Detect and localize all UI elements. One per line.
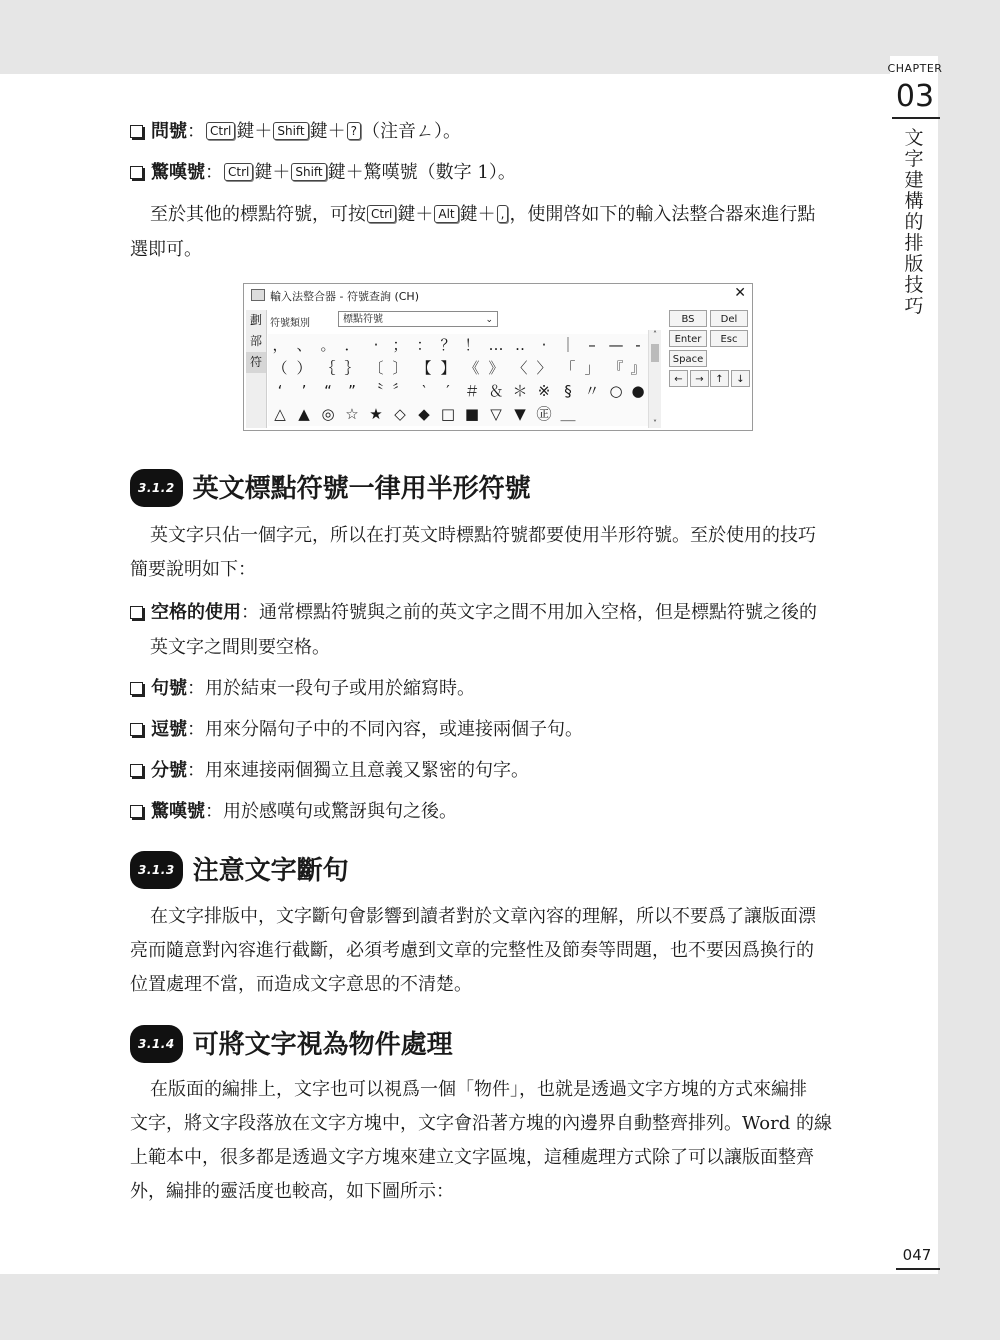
symbol-cell[interactable]: 〉	[536, 359, 552, 377]
paragraph-line: 位置處理不當，而造成文字意思的不清楚。	[130, 974, 472, 995]
symbol-cell[interactable]: ‘	[277, 382, 283, 400]
symbol-cell[interactable]: 《	[464, 359, 480, 377]
symbol-cell[interactable]: ＆	[488, 382, 504, 400]
key-shift: Shift	[273, 122, 308, 140]
symbol-cell[interactable]: ，	[272, 336, 288, 354]
symbol-cell[interactable]: ◇	[394, 405, 406, 423]
symbol-cell[interactable]: 」	[584, 359, 600, 377]
key-del-button[interactable]: Del	[710, 310, 748, 327]
symbol-cell[interactable]: □	[440, 405, 456, 423]
key-bs-button[interactable]: BS	[669, 310, 707, 327]
bullet-question: 問號： Ctrl 鍵＋ Shift 鍵＋ ? （注音ㄥ）。	[130, 120, 461, 144]
checkbox-bullet-icon	[130, 764, 143, 777]
symbol-cell[interactable]: 〞	[392, 382, 408, 400]
key-alt: Alt	[434, 205, 458, 223]
symbol-cell[interactable]: ”	[348, 382, 356, 400]
ime-app-icon	[251, 289, 265, 301]
symbol-cell[interactable]: ＃	[464, 382, 480, 400]
symbol-cell[interactable]: ●	[631, 382, 645, 400]
paragraph-others-cont: 選即可。	[130, 239, 202, 260]
symbol-cell[interactable]: ·	[541, 336, 547, 354]
symbol-cell[interactable]: ※	[537, 382, 551, 400]
symbol-cell[interactable]: △	[274, 405, 286, 423]
symbol-cell[interactable]: 、	[296, 336, 312, 354]
key-ctrl: Ctrl	[224, 163, 253, 181]
symbol-cell[interactable]: ；	[392, 336, 408, 354]
scroll-up-icon[interactable]: ˄	[653, 330, 657, 339]
key-ctrl: Ctrl	[367, 205, 396, 223]
side-tab-symbol[interactable]: 符	[246, 352, 266, 373]
page-number: 047	[902, 1246, 932, 1264]
symbol-cell[interactable]: ☆	[345, 405, 359, 423]
chapter-divider	[892, 117, 940, 119]
bullet-space-usage-cont: 英文字之間則要空格。	[150, 637, 330, 658]
bullet-exclamation-usage: 驚嘆號：用於感嘆句或驚訝與句之後。	[130, 800, 457, 824]
section-badge: 3.1.3	[130, 851, 183, 889]
category-select[interactable]: 標點符號 ⌄	[338, 311, 498, 327]
paragraph-others: 至於其他的標點符號，可按 Ctrl 鍵＋ Alt 鍵＋ , ，使開啓如下的輸入法整合器來進行點	[150, 204, 816, 225]
key-space-button[interactable]: Space	[669, 350, 707, 367]
paragraph-line: 在文字排版中，文字斷句會影響到讀者對於文章內容的理解，所以不要爲了讓版面漂	[150, 906, 816, 927]
symbol-cell[interactable]: 】	[440, 359, 456, 377]
side-tab-radical[interactable]: 部	[249, 334, 262, 348]
symbol-cell[interactable]: （	[272, 359, 288, 377]
symbol-cell[interactable]: ｛	[320, 359, 336, 377]
symbol-scrollbar[interactable]	[648, 330, 661, 428]
symbol-cell[interactable]: ＊	[512, 382, 528, 400]
symbol-cell[interactable]: 〔	[368, 359, 384, 377]
vertical-chapter-title: 文 字 建 構 的 排 版 技 巧	[904, 127, 924, 317]
section-heading-3-1-4: 3.1.4 可將文字視為物件處理	[130, 1028, 453, 1068]
symbol-cell[interactable]: 【	[416, 359, 432, 377]
chapter-number: 03	[895, 79, 935, 114]
arrow-down-icon[interactable]: ↓	[731, 370, 750, 387]
scroll-down-icon[interactable]: ˅	[653, 419, 657, 428]
symbol-cell[interactable]: §	[564, 382, 572, 400]
bullet-space-usage: 空格的使用：通常標點符號與之前的英文字之間不用加入空格，但是標點符號之後的	[130, 601, 817, 625]
symbol-row	[268, 403, 648, 425]
paragraph-line: 外，編排的靈活度也較高，如下圖所示：	[130, 1181, 454, 1202]
symbol-cell[interactable]: ’	[301, 382, 307, 400]
chapter-label: CHAPTER	[887, 62, 943, 75]
key-enter-button[interactable]: Enter	[669, 330, 707, 347]
symbol-cell[interactable]: ！	[464, 336, 480, 354]
symbol-cell[interactable]: ‧	[373, 336, 379, 354]
key-ctrl: Ctrl	[206, 122, 235, 140]
side-tab-stroke[interactable]: 劃	[249, 313, 262, 327]
checkbox-bullet-icon	[130, 606, 143, 619]
symbol-cell[interactable]: 〃	[584, 382, 600, 400]
symbol-cell[interactable]: ‵	[422, 382, 426, 400]
dialog-side-tabs	[246, 310, 267, 428]
symbol-cell[interactable]: ㊣	[536, 405, 552, 423]
symbol-cell[interactable]: ？	[440, 336, 456, 354]
symbol-cell[interactable]: ）	[296, 359, 312, 377]
symbol-cell[interactable]: ▽	[490, 405, 502, 423]
symbol-row	[268, 380, 648, 402]
ime-symbol-dialog	[243, 283, 753, 431]
symbol-cell[interactable]: 〕	[392, 359, 408, 377]
key-shift: Shift	[291, 163, 326, 181]
symbol-cell[interactable]: 「	[560, 359, 576, 377]
key-question: ?	[347, 122, 361, 140]
symbol-cell[interactable]: ‥	[514, 336, 525, 354]
symbol-cell[interactable]: 『	[608, 359, 624, 377]
symbol-cell[interactable]: ★	[369, 405, 383, 423]
bullet-comma: 逗號：用來分隔句子中的不同內容，或連接兩個子句。	[130, 718, 583, 742]
section-badge: 3.1.4	[130, 1025, 183, 1063]
paragraph-line: 在版面的編排上，文字也可以視爲一個「物件」，也就是透過文字方塊的方式來編排	[150, 1079, 807, 1100]
chevron-down-icon: ⌄	[485, 315, 493, 325]
symbol-cell[interactable]: ｜	[560, 336, 576, 354]
symbol-cell[interactable]: 。	[320, 336, 336, 354]
section-heading-3-1-3: 3.1.3 注意文字斷句	[130, 854, 349, 894]
key-esc-button[interactable]: Esc	[710, 330, 748, 347]
symbol-cell[interactable]: …	[488, 336, 504, 354]
symbol-cell[interactable]: ′	[446, 382, 450, 400]
symbol-cell[interactable]: ◆	[418, 405, 430, 423]
symbol-cell[interactable]: ｝	[344, 359, 360, 377]
arrow-up-icon[interactable]: ↑	[710, 370, 729, 387]
symbol-cell[interactable]: —	[608, 336, 624, 354]
page-number-underline	[896, 1268, 940, 1270]
symbol-cell[interactable]: “	[324, 382, 332, 400]
symbol-cell[interactable]: ▼	[514, 405, 526, 423]
arrow-left-icon[interactable]: ←	[669, 370, 688, 387]
paragraph-line: 簡要說明如下：	[130, 559, 256, 580]
category-label: 符號類別	[270, 318, 310, 329]
symbol-row	[268, 357, 648, 379]
checkbox-bullet-icon	[130, 125, 143, 138]
paragraph-line: 英文字只佔一個字元，所以在打英文時標點符號都要使用半形符號。至於使用的技巧	[150, 525, 816, 546]
bullet-exclamation: 驚嘆號： Ctrl 鍵＋ Shift 鍵＋驚嘆號（數字 1）。	[130, 161, 516, 185]
checkbox-bullet-icon	[130, 805, 143, 818]
symbol-row	[268, 334, 648, 356]
symbol-cell[interactable]: 』	[630, 359, 646, 377]
paragraph-line: 文字，將文字段落放在文字方塊中，文字會沿著方塊的內邊界自動整齊排列。Word 的線	[130, 1113, 832, 1134]
bullet-semicolon: 分號：用來連接兩個獨立且意義又緊密的句字。	[130, 759, 529, 783]
symbol-cell[interactable]: ．	[344, 336, 360, 354]
symbol-cell[interactable]: 〈	[512, 359, 528, 377]
paragraph-line: 亮而隨意對內容進行截斷，必須考慮到文章的完整性及節奏等問題，也不要因爲換行的	[130, 940, 814, 961]
section-heading-3-1-2: 3.1.2 英文標點符號一律用半形符號	[130, 472, 531, 512]
close-icon[interactable]: ✕	[734, 285, 746, 301]
arrow-right-icon[interactable]: →	[690, 370, 709, 387]
checkbox-bullet-icon	[130, 166, 143, 179]
checkbox-bullet-icon	[130, 723, 143, 736]
symbol-grid	[268, 334, 648, 426]
key-comma: ,	[497, 205, 509, 223]
section-badge: 3.1.2	[130, 469, 183, 507]
scroll-thumb[interactable]	[651, 344, 659, 362]
symbol-cell[interactable]: ▲	[298, 405, 310, 423]
symbol-cell[interactable]: ■	[464, 405, 480, 423]
checkbox-bullet-icon	[130, 682, 143, 695]
symbol-cell[interactable]: ＿	[560, 405, 576, 423]
symbol-cell[interactable]: ◎	[321, 405, 335, 423]
paragraph-line: 上範本中，很多都是透過文字方塊來建立文字區塊，這種處理方式除了可以讓版面整齊	[130, 1147, 814, 1168]
symbol-cell[interactable]: –	[588, 336, 596, 354]
symbol-cell[interactable]: 》	[488, 359, 504, 377]
symbol-cell[interactable]: ：	[416, 336, 432, 354]
symbol-cell[interactable]: ○	[609, 382, 623, 400]
bullet-period: 句號：用於結束一段句子或用於縮寫時。	[130, 677, 475, 701]
symbol-cell[interactable]: 〝	[368, 382, 384, 400]
symbol-cell[interactable]: -	[635, 336, 641, 354]
dialog-title: 輸入法整合器 - 符號查詢 (CH)	[270, 290, 419, 303]
